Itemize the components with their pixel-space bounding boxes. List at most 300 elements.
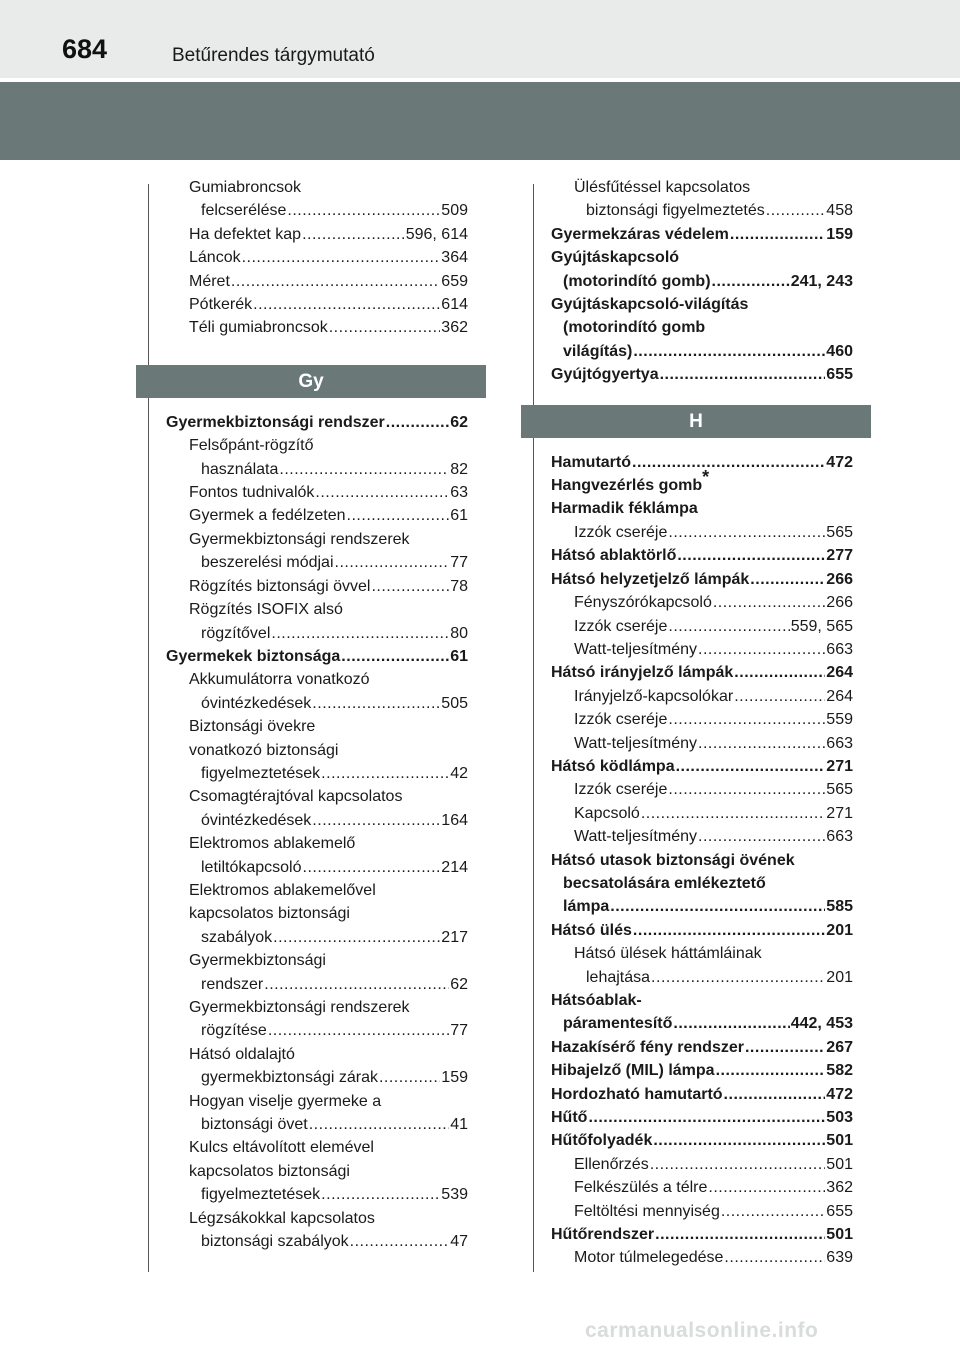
entry-title-line: kapcsolatos biztonsági [189,905,350,923]
entry-title: Felkészülés a télre [574,1179,708,1197]
page-ref: 565 [826,781,853,799]
index-subentry [551,615,853,638]
page-ref: 201 [826,921,853,939]
page-ref: 501 [826,1132,853,1150]
page-ref: 63 [450,484,468,502]
dot-leader [668,615,789,638]
page-ref: 559, 565 [790,617,853,635]
dot-leader [650,1153,826,1176]
entry-title: Izzók cseréje [574,781,668,799]
page-title: Betűrendes tárgymutató [172,45,375,66]
entry-main-line [166,926,468,949]
entry-title: Kapcsoló [574,804,640,822]
index-subentry [166,434,468,481]
page-ref: 264 [826,664,853,682]
entry-main-line [166,1113,468,1136]
page-ref: 80 [450,624,468,642]
entry-title: biztonsági szabályok [201,1233,349,1251]
entry-title: Gyermekbiztonsági rendszer [166,413,385,431]
entry-title-line: Elektromos ablakemelővel [189,881,376,899]
dot-leader [668,708,825,731]
entry-title-line: Hátsó utasok biztonsági övének [551,851,795,869]
section-header-gy: Gy [136,365,486,398]
index-subentry [166,575,468,598]
index-subentry [551,685,853,708]
page-ref: 582 [826,1062,853,1080]
dot-leader [371,575,449,598]
entry-title: (motorindító gomb) [563,272,711,290]
entry-main-line [166,762,468,785]
dot-leader [676,755,826,778]
entry-main-line [551,778,853,801]
page-ref: 217 [441,928,468,946]
dot-leader [653,1129,825,1152]
dot-leader [279,458,449,481]
entry-title-line: Hátsóablak- [551,992,642,1009]
dot-leader [271,622,449,645]
dot-leader [677,544,825,567]
entry-title: Hamutartó [551,453,632,471]
dot-leader [766,199,826,222]
entry-main-line [551,1012,853,1035]
entry-main-line [551,1176,853,1199]
index-entry [551,1083,853,1106]
entry-main-line [551,1200,853,1223]
entry-main-line [166,692,468,715]
entry-title: rendszer [201,975,264,993]
page-ref: 277 [826,547,853,565]
index-subentry [166,996,468,1043]
dot-leader [750,568,825,591]
entry-main-line [166,856,468,879]
entry-title-line: (motorindító gomb [563,319,706,337]
dot-leader [242,246,441,269]
index-subentry [166,270,468,293]
entry-main-line [166,481,468,504]
entry-title: szabályok [201,928,273,946]
entry-title: óvintézkedések [201,811,312,829]
index-subentry [166,715,468,785]
index-subentry [166,481,468,504]
entry-title: Hűtőfolyadék [551,1132,653,1150]
entry-title-line: Hátsó ülések háttámláinak [574,945,762,963]
page-ref: 663 [826,734,853,752]
index-subentry [166,832,468,879]
entry-title: Fényszórókapcsoló [574,594,712,612]
index-subentry [551,1176,853,1199]
asterisk-mark: * [702,467,710,488]
dot-leader [350,1230,450,1253]
entry-title: Téli gumiabroncsok [189,319,328,337]
entry-main-line [551,340,853,363]
index-subentry [551,176,853,223]
entry-title-line: Kulcs eltávolított elemével [189,1139,374,1157]
page-ref: 61 [450,507,468,525]
index-entry [551,755,853,778]
entry-main-line [166,1066,468,1089]
page-ref: 42 [450,764,468,782]
index-entry [551,989,853,1036]
entry-title: Hátsó helyzetjelző lámpák [551,570,750,588]
entry-main-line [166,1230,468,1253]
index-entry [551,363,853,386]
dot-leader [724,1083,826,1106]
dot-leader [734,661,825,684]
index-entry [551,246,853,293]
dot-leader [379,1066,440,1089]
entry-title-line: Hogyan viselje gyermeke a [189,1092,382,1110]
index-entry [551,1129,853,1152]
page-ref: 614 [441,296,468,314]
entry-main-line [166,622,468,645]
entry-title: Méret [189,272,230,290]
entry-main-line [166,270,468,293]
dot-leader [264,973,449,996]
index-subentry [166,223,468,246]
dot-leader [651,966,825,989]
entry-title: biztonsági övet [201,1116,308,1134]
entry-title: Watt-teljesítmény [574,828,697,846]
index-subentry [166,176,468,223]
index-entry [166,411,468,434]
index-subentry [166,528,468,575]
entry-main-line [166,316,468,339]
page-ref: 364 [441,249,468,267]
index-entry [551,1036,853,1059]
entry-main-line [551,1223,853,1246]
entry-main-line [166,1183,468,1206]
index-entry [551,1059,853,1082]
page-ref: 639 [826,1249,853,1267]
index-subentry [551,778,853,801]
page-ref: 77 [450,1022,468,1040]
entry-title: Motor túlmelegedése [574,1249,724,1267]
index-subentry [166,1043,468,1090]
page-ref: 442, 453 [790,1015,853,1033]
page-ref: 266 [826,594,853,612]
page-ref: 267 [826,1038,853,1056]
index-subentry [166,785,468,832]
entry-title-line: Ülésfűtéssel kapcsolatos [574,179,751,196]
index-subentry [551,1153,853,1176]
index-subentry [551,591,853,614]
page-ref: 78 [450,577,468,595]
dot-leader [315,481,449,504]
column-divider-right [533,184,534,1272]
dot-leader [698,732,825,755]
dot-leader [633,340,825,363]
dot-leader [588,1106,825,1129]
entry-title: Láncok [189,249,241,267]
index-entry [551,293,853,363]
entry-title: Gyermekek biztonsága [166,647,341,665]
dot-leader [386,411,449,434]
entry-title: letiltókapcsoló [201,858,302,876]
dot-leader [721,1200,825,1223]
dot-leader [713,591,825,614]
entry-main-line [166,1019,468,1042]
entry-main-line [551,802,853,825]
index-subentry [166,316,468,339]
index-subentry [551,638,853,661]
dot-leader [632,451,825,474]
entry-main-line [166,223,468,246]
entry-title: beszerelési módjai [201,554,334,572]
entry-main-line [166,293,468,316]
entry-title-line: becsatolására emlékeztető [563,874,766,892]
entry-main-line [551,895,853,918]
page-ref: 41 [450,1116,468,1134]
index-subentry [166,504,468,527]
index-subentry [551,825,853,848]
dot-leader [321,1183,440,1206]
page-ref: 539 [441,1186,468,1204]
page-ref: 62 [450,975,468,993]
entry-main-line [166,246,468,269]
page-ref: 362 [441,319,468,337]
entry-main-line [551,638,853,661]
entry-title: figyelmeztetések [201,1186,321,1204]
page-ref: 596, 614 [405,225,468,243]
dot-leader [712,270,790,293]
entry-title: Hátsó ülés [551,921,632,939]
dot-leader [341,645,449,668]
entry-title-line: Biztonsági övekre [189,718,316,736]
entry-title: Pótkerék [189,296,253,314]
entry-title: Watt-teljesítmény [574,734,697,752]
index-subentry [166,293,468,316]
page-ref: 585 [826,898,853,916]
entry-title: Watt-teljesítmény [574,640,697,658]
entry-main-line [551,755,853,778]
entry-title: Ha defektet kap [189,225,302,243]
entry-title: Hűtőrendszer [551,1226,655,1244]
dot-leader [641,802,825,825]
entry-title: Hordozható hamutartó [551,1085,723,1103]
entry-title: Izzók cseréje [574,711,668,729]
entry-title: Rögzítés biztonsági övvel [189,577,371,595]
entry-main-line [551,1106,853,1129]
page-ref: 472 [826,1085,853,1103]
index-entry [551,1223,853,1246]
header-banner [0,82,960,160]
page-ref: 47 [450,1233,468,1251]
page-ref: 271 [826,757,853,775]
dot-leader [724,1246,825,1269]
entry-title: lámpa [563,898,610,916]
entry-title: Hangvezérlés gomb [551,477,703,495]
index-entry [551,544,853,567]
entry-title-line: Légzsákokkal kapcsolatos [189,1209,375,1227]
page-number: 684 [62,34,108,64]
dot-leader [633,919,825,942]
dot-leader [668,521,825,544]
page-ref: 62 [450,413,468,431]
index-subentry [551,708,853,731]
entry-main-line [551,1246,853,1269]
dot-leader [655,1223,825,1246]
page-ref: 159 [826,225,853,243]
entry-title-line: Elektromos ablakemelő [189,835,356,853]
entry-title: páramentesítő [563,1015,673,1033]
index-subentry [166,668,468,715]
entry-title: rögzítése [201,1022,267,1040]
dot-leader [708,1176,825,1199]
entry-main-line [551,223,853,246]
page-ref: 501 [826,1155,853,1173]
page-ref: 659 [441,272,468,290]
entry-main-line [551,270,853,293]
page-ref: 214 [441,858,468,876]
dot-leader [734,685,825,708]
index-subentry [551,1246,853,1269]
index-entry [551,223,853,246]
page-ref: 271 [826,804,853,822]
entry-title: Hátsó ablaktörlő [551,547,677,565]
entry-main-line [551,591,853,614]
page-ref: 565 [826,523,853,541]
index-subentry [166,879,468,949]
index-entry: Harmadik féklámpa [551,500,698,518]
entry-main-line [551,919,853,942]
entry-title: Gyermekzáras védelem [551,225,729,243]
page-ref: 164 [441,811,468,829]
entry-main-line [166,551,468,574]
entry-title: figyelmeztetések [201,764,321,782]
dot-leader [302,223,405,246]
page-ref: 655 [826,1202,853,1220]
section-header-h: H [521,405,871,438]
index-column-left [148,176,468,1272]
entry-main-line [551,732,853,755]
entry-title-line: vonatkozó biztonsági [189,741,339,759]
entry-title-line: Hátsó oldalajtó [189,1045,295,1063]
index-entry [551,467,853,497]
watermark-text: carmanualsonline.info [585,1319,819,1342]
entry-title: Gyújtógyertya [551,366,659,384]
index-subentry [551,1200,853,1223]
entry-title: Fontos tudnivalók [189,484,315,502]
index-subentry [166,949,468,996]
entry-main-line [551,363,853,386]
entry-title: Feltöltési mennyiség [574,1202,720,1220]
dot-leader [253,293,440,316]
entry-title-line: Gyújtáskapcsoló-világítás [551,296,749,314]
dot-leader [745,1036,825,1059]
entry-main-line [551,708,853,731]
entry-title-line: Rögzítés ISOFIX alsó [189,601,343,619]
page-ref: 264 [826,687,853,705]
entry-title-line: Gyermekbiztonsági [189,952,326,970]
entry-main-line [551,1153,853,1176]
dot-leader [673,1012,789,1035]
index-subentry [166,1207,468,1254]
entry-main-line [551,521,853,544]
entry-title-line: Csomagtérajtóval kapcsolatos [189,788,403,806]
entry-title: Gyermek a fedélzeten [189,507,346,525]
page-ref: 503 [826,1109,853,1127]
dot-leader [303,856,441,879]
dot-leader [335,551,450,574]
page-ref: 82 [450,460,468,478]
index-entry [551,849,853,919]
page-ref: 501 [826,1226,853,1244]
dot-leader [698,638,825,661]
header-strip [0,0,960,78]
entry-main-line [551,966,853,989]
dot-leader [268,1019,449,1042]
entry-main-line [166,973,468,996]
index-entry [551,661,853,684]
entry-title-line: Gyermekbiztonsági rendszerek [189,999,410,1016]
page-ref: 663 [826,640,853,658]
index-subentry [551,942,853,989]
dot-leader [329,316,441,339]
page-ref: 472 [826,453,853,471]
entry-title: rögzítővel [201,624,271,642]
entry-main-line [551,1129,853,1152]
dot-leader [287,199,440,222]
page-ref: 460 [826,342,853,360]
page-ref: 505 [441,694,468,712]
entry-title: gyermekbiztonsági zárak [201,1069,378,1087]
dot-leader [668,778,825,801]
entry-title: óvintézkedések [201,694,312,712]
entry-title-line: Akkumulátorra vonatkozó [189,671,370,689]
entry-title-line: kapcsolatos biztonsági [189,1162,350,1180]
entry-title-line: Gyújtáskapcsoló [551,249,680,267]
entry-title: Hibajelző (MIL) lámpa [551,1062,715,1080]
dot-leader [321,762,449,785]
entry-title: Ellenőrzés [574,1155,649,1173]
entry-title: Irányjelző-kapcsolókar [574,687,734,705]
page-ref: 655 [826,366,853,384]
entry-main-line [166,199,468,222]
entry-title: felcserélése [201,202,287,220]
entry-main-line [551,544,853,567]
page-ref: 61 [450,647,468,665]
entry-main-line [166,809,468,832]
entry-title: Hűtő [551,1109,588,1127]
entry-title-line: Felsőpánt-rögzítő [189,437,314,455]
page-ref: 509 [441,202,468,220]
dot-leader [698,825,825,848]
entry-main-line [551,685,853,708]
index-subentry [166,1090,468,1137]
page-ref: 77 [450,554,468,572]
entry-title: Hátsó irányjelző lámpák [551,664,734,682]
page-ref: 663 [826,828,853,846]
entry-main-line [551,199,853,222]
dot-leader [231,270,440,293]
index-subentry [166,246,468,269]
dot-leader [309,1113,449,1136]
page-ref: 241, 243 [790,272,853,290]
entry-title: használata [201,460,279,478]
entry-main-line [551,661,853,684]
entry-main-line [551,825,853,848]
page-ref: 201 [826,968,853,986]
entry-main-line [166,458,468,481]
dot-leader [312,809,440,832]
index-entry [551,1106,853,1129]
entry-main-line [551,1059,853,1082]
dot-leader [716,1059,826,1082]
index-entry [551,919,853,942]
page-ref: 159 [441,1069,468,1087]
entry-main-line [166,575,468,598]
entry-title: biztonsági figyelmeztetés [586,202,765,220]
